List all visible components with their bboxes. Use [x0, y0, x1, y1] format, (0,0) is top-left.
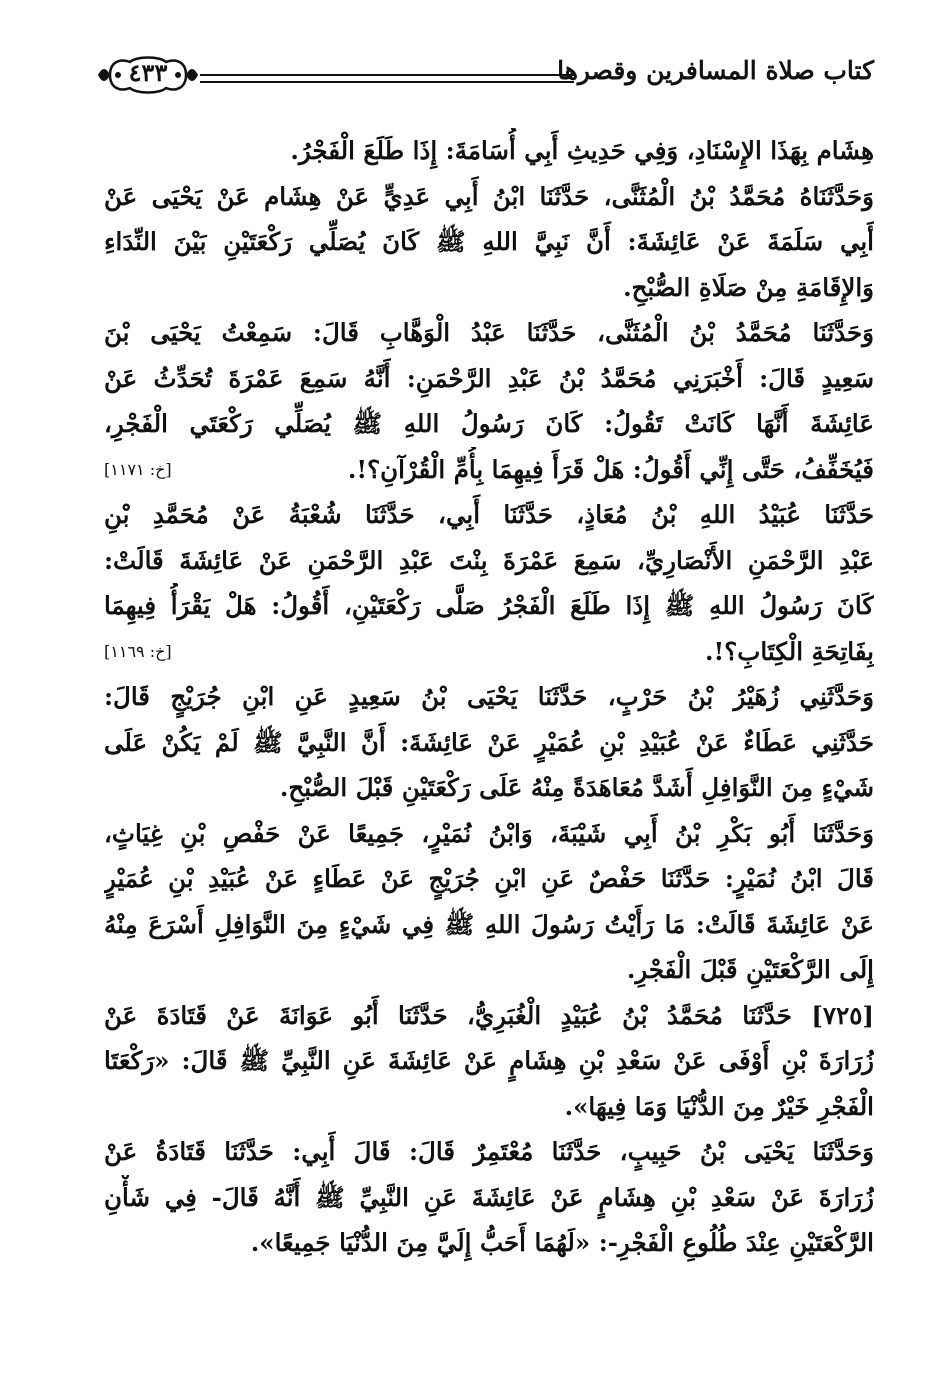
text-line: الرَّكْعَتَيْنِ عِنْدَ طُلُوعِ الْفَجْرِ-: «لَهُمَا أَحَبُّ إِلَيَّ مِنَ الدُّنْيَا جَمِيعًا». [250, 1228, 874, 1257]
text-line: شَيْءٍ مِنَ النَّوَافِلِ أَشَدَّ مُعَاهَدَةً مِنْهُ عَلَى رَكْعَتَيْنِ قَبْلَ الصُّبْحِ. [279, 773, 874, 802]
text-line-content: فَيُخَفِّفُ، حَتَّى إِنِّي أَقُولُ: هَلْ قَرَأَ فِيهِمَا بِأُمِّ الْقُرْآنِ؟!. [347, 454, 874, 484]
page-number: ٤٣٣ [128, 58, 168, 87]
text-body [104, 128, 874, 1266]
header-rule [200, 74, 574, 83]
text-line: وَحَدَّثَنَا أَبُو بَكْرِ بْنُ أَبِي شَيْبَةَ، وَابْنُ نُمَيْرٍ، جَمِيعًا عَنْ حَفْصِ بْنِ غِيَاثٍ، [104, 818, 874, 848]
text-line: سَعِيدٍ قَالَ: أَخْبَرَنِي مُحَمَّدُ بْنُ عَبْدِ الرَّحْمَنِ: أَنَّهُ سَمِعَ عَمْرَةَ تُحَدِّثُ عَنْ [104, 363, 874, 393]
text-line [104, 629, 874, 675]
hadith-reference: [خ: ١١٦٩] [104, 641, 172, 661]
text-line: وَحَدَّثَنَاهُ مُحَمَّدُ بْنُ الْمُثَنَّى، حَدَّثَنَا ابْنُ أَبِي عَدِيٍّ عَنْ هِشَام عَنْ يَحْيَى عَنْ [104, 181, 874, 211]
text-line: قَالَ ابْنُ نُمَيْرٍ: حَدَّثَنَا حَفْصٌ عَنِ ابْنِ جُرَيْجٍ عَنْ عَطَاءٍ عَنْ عُبَيْدِ بْنِ عُمَيْرٍ [104, 864, 874, 893]
text-line: أَبِي سَلَمَةَ عَنْ عَائِشَةَ: أَنَّ نَبِيَّ اللهِ ﷺ كَانَ يُصَلِّي رَكْعَتَيْنِ بَيْنَ النِّدَاءِ [104, 227, 874, 256]
text-line: وَحَدَّثَنِي زُهَيْرُ بْنُ حَرْبٍ، حَدَّثَنَا يَحْيَى بْنُ سَعِيدٍ عَنِ ابْنِ جُرَيْجٍ قَالَ: [104, 682, 874, 711]
text-line: عَنْ عَائِشَةَ قَالَتْ: مَا رَأَيْتُ رَسُولَ اللهِ ﷺ فِي شَيْءٍ مِنَ النَّوَافِلِ أَسْرَعَ مِنْهُ [104, 909, 874, 939]
text-line: وَحَدَّثَنَا يَحْيَى بْنُ حَبِيبٍ، حَدَّثَنَا مُعْتَمِرٌ قَالَ: قَالَ أَبِي: حَدَّثَنَا قَتَادَةُ عَنْ [104, 1137, 874, 1166]
page-header [96, 52, 874, 102]
hadith-reference: [خ: ١١٧١] [104, 459, 172, 479]
text-line: حَدَّثَنِي عَطَاءٌ عَنْ عُبَيْدِ بْنِ عُمَيْرٍ عَنْ عَائِشَةَ: أَنَّ النَّبِيَّ ﷺ لَمْ يَكُنْ عَلَى [104, 727, 874, 757]
text-line: حَدَّثَنَا عُبَيْدُ اللهِ بْنُ مُعَاذٍ، حَدَّثَنَا أَبِي، حَدَّثَنَا شُعْبَةُ عَنْ مُحَمَّدِ بْنِ [104, 500, 874, 529]
text-line: زُرَارَةَ عَنْ سَعْدِ بْنِ هِشَامٍ عَنْ عَائِشَةَ عَنِ النَّبِيِّ ﷺ أَنَّهُ قَالَ- فِي شَأْنِ [104, 1182, 874, 1212]
text-line: وَحَدَّثَنَا مُحَمَّدُ بْنُ الْمُثَنَّى، حَدَّثَنَا عَبْدُ الْوَهَّابِ قَالَ: سَمِعْتُ يَحْيَى بْنَ [104, 318, 874, 347]
text-line: الْفَجْرِ خَيْرٌ مِنَ الدُّنْيَا وَمَا فِيهَا». [564, 1091, 874, 1121]
text-line: زُرَارَةَ بْنِ أَوْفَى عَنْ سَعْدِ بْنِ هِشَامٍ عَنْ عَائِشَةَ عَنِ النَّبِيِّ ﷺ قَالَ: «رَكْعَتَا [104, 1046, 874, 1075]
text-line: عَبْدِ الرَّحْمَنِ الأَنْصَارِيِّ، سَمِعَ عَمْرَةَ بِنْتَ عَبْدِ الرَّحْمَنِ عَنْ عَائِشَةَ قَالَتْ: [104, 545, 874, 575]
text-line: عَائِشَةَ أَنَّهَا كَانَتْ تَقُولُ: كَانَ رَسُولُ اللهِ ﷺ يُصَلِّي رَكْعَتَي الْفَجْرِ، [104, 409, 874, 438]
text-line: وَالإِقَامَةِ مِنْ صَلَاةِ الصُّبْحِ. [623, 272, 874, 302]
text-line: كَانَ رَسُولُ اللهِ ﷺ إِذَا طَلَعَ الْفَجْرُ صَلَّى رَكْعَتَيْنِ، أَقُولُ: هَلْ يَقْرَأُ فِيهِمَا [104, 591, 874, 620]
text-line: إِلَى الرَّكْعَتَيْنِ قَبْلَ الْفَجْرِ. [626, 955, 874, 984]
text-line [104, 447, 874, 493]
text-line-content: بِفَاتِحَةِ الْكِتَابِ؟!. [705, 636, 874, 666]
text-line: [٧٢٥] حَدَّثَنَا مُحَمَّدُ بْنُ عُبَيْدٍ الْغُبَرِيُّ، حَدَّثَنَا أَبُو عَوَانَةَ عَنْ قَتَادَةَ عَنْ [104, 1000, 874, 1030]
text-line: هِشَام بِهَذَا الإِسْنَادِ، وَفِي حَدِيثِ أَبِي أُسَامَةَ: إِذَا طَلَعَ الْفَجْرُ. [290, 136, 874, 165]
page-number-ornament [96, 52, 200, 98]
running-title: كتاب صلاة المسافرين وقصرها [557, 56, 874, 85]
